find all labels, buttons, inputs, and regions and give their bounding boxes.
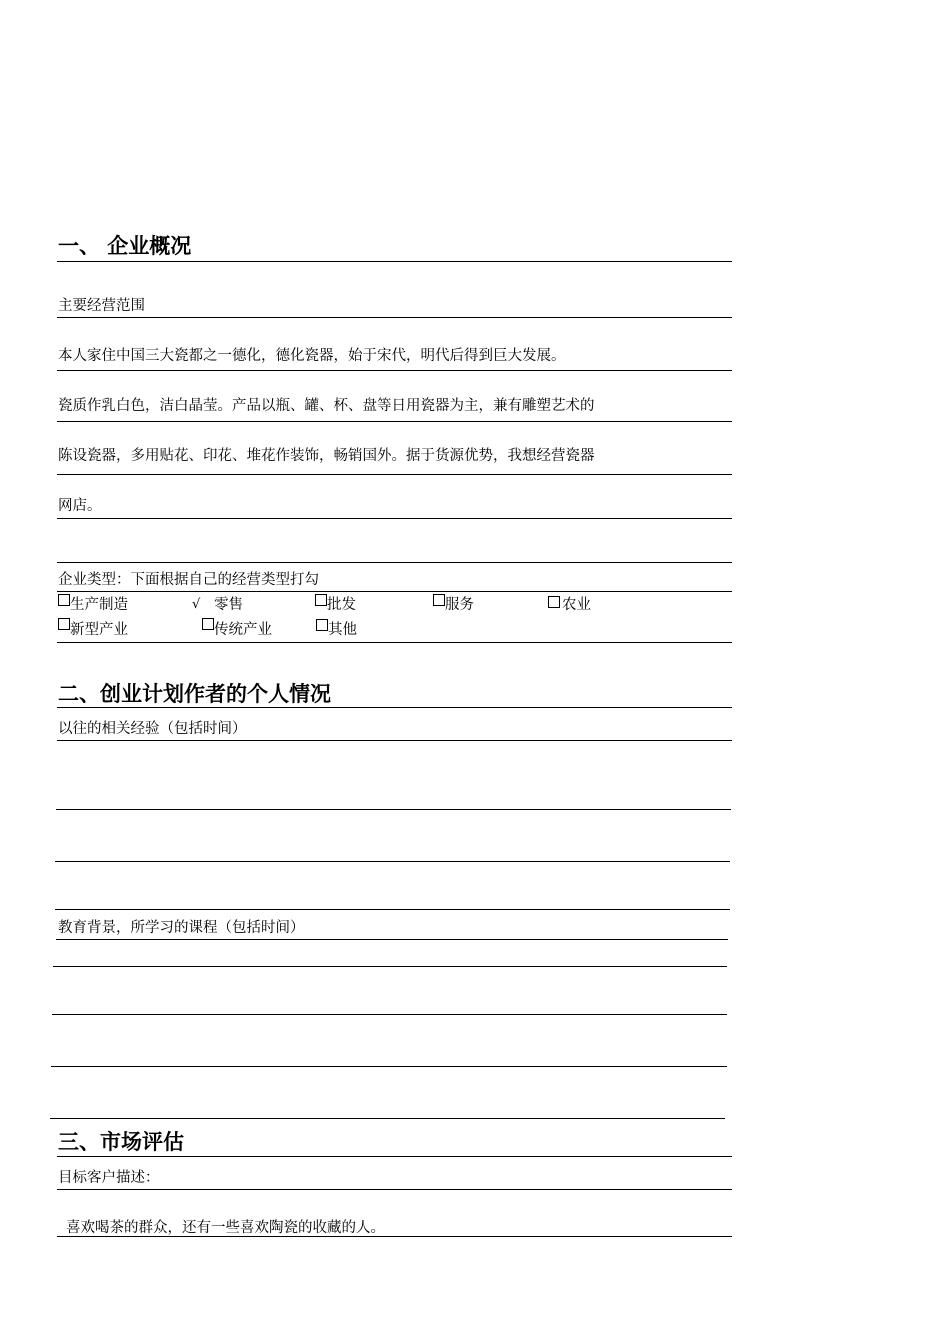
checkbox-unchecked-icon[interactable] <box>315 594 327 606</box>
education-answer-line[interactable] <box>51 1066 727 1067</box>
section-2-title: 二、创业计划作者的个人情况 <box>58 682 331 706</box>
rule <box>57 642 732 643</box>
option-traditional-industry[interactable]: 传统产业 <box>202 621 272 639</box>
rule <box>57 1156 732 1157</box>
experience-answer-line[interactable] <box>55 909 730 910</box>
option-other[interactable]: 其他 <box>316 621 357 639</box>
target-customer-label: 目标客户描述： <box>58 1170 160 1186</box>
rule <box>57 562 732 563</box>
checkbox-unchecked-icon[interactable] <box>58 618 70 630</box>
business-scope-line-4: 网店。 <box>58 498 102 514</box>
target-customer-text: 喜欢喝茶的群众，还有一些喜欢陶瓷的收藏的人。 <box>66 1220 385 1236</box>
option-wholesale[interactable]: 批发 <box>315 596 356 614</box>
rule <box>57 370 732 371</box>
option-retail[interactable]: 零售 <box>214 597 243 613</box>
rule <box>57 474 732 475</box>
experience-label: 以往的相关经验（包括时间） <box>58 721 247 737</box>
rule <box>57 518 732 519</box>
education-answer-line[interactable] <box>53 966 727 967</box>
section-3-title: 三、市场评估 <box>58 1130 184 1154</box>
rule <box>57 261 732 262</box>
business-scope-line-1: 本人家住中国三大瓷都之一德化，德化瓷器，始于宋代，明代后得到巨大发展。 <box>58 348 566 364</box>
rule <box>57 1236 732 1237</box>
business-scope-line-3: 陈设瓷器，多用贴花、印花、堆花作装饰，畅销国外。据于货源优势，我想经营瓷器 <box>58 448 595 464</box>
education-answer-line[interactable] <box>50 1118 725 1119</box>
rule <box>57 1189 732 1190</box>
section-1-title: 一、 企业概况 <box>58 234 192 258</box>
option-new-industry[interactable]: 新型产业 <box>58 621 128 639</box>
education-answer-line[interactable] <box>52 1014 727 1015</box>
business-scope-label: 主要经营范围 <box>58 298 145 314</box>
rule <box>57 740 732 741</box>
business-scope-line-2: 瓷质作乳白色，洁白晶莹。产品以瓶、罐、杯、盘等日用瓷器为主，兼有雕塑艺术的 <box>58 398 595 414</box>
rule <box>57 317 732 318</box>
checkbox-unchecked-icon[interactable] <box>433 594 445 606</box>
option-agriculture[interactable]: 农业 <box>548 596 591 614</box>
checkbox-unchecked-icon[interactable] <box>548 596 560 608</box>
checkmark-icon[interactable]: √ <box>192 597 201 612</box>
business-type-label: 企业类型：下面根据自己的经营类型打勾 <box>58 572 319 588</box>
checkbox-unchecked-icon[interactable] <box>316 619 328 631</box>
experience-answer-line[interactable] <box>55 861 730 862</box>
option-service[interactable]: 服务 <box>433 596 474 614</box>
checkbox-unchecked-icon[interactable] <box>58 594 70 606</box>
option-manufacturing[interactable]: 生产制造 <box>58 596 128 614</box>
rule <box>57 707 732 708</box>
education-label: 教育背景，所学习的课程（包括时间） <box>58 920 305 936</box>
checkbox-unchecked-icon[interactable] <box>202 618 214 630</box>
rule <box>57 421 732 422</box>
rule <box>56 939 728 940</box>
rule <box>57 591 732 592</box>
experience-answer-line[interactable] <box>56 809 731 810</box>
